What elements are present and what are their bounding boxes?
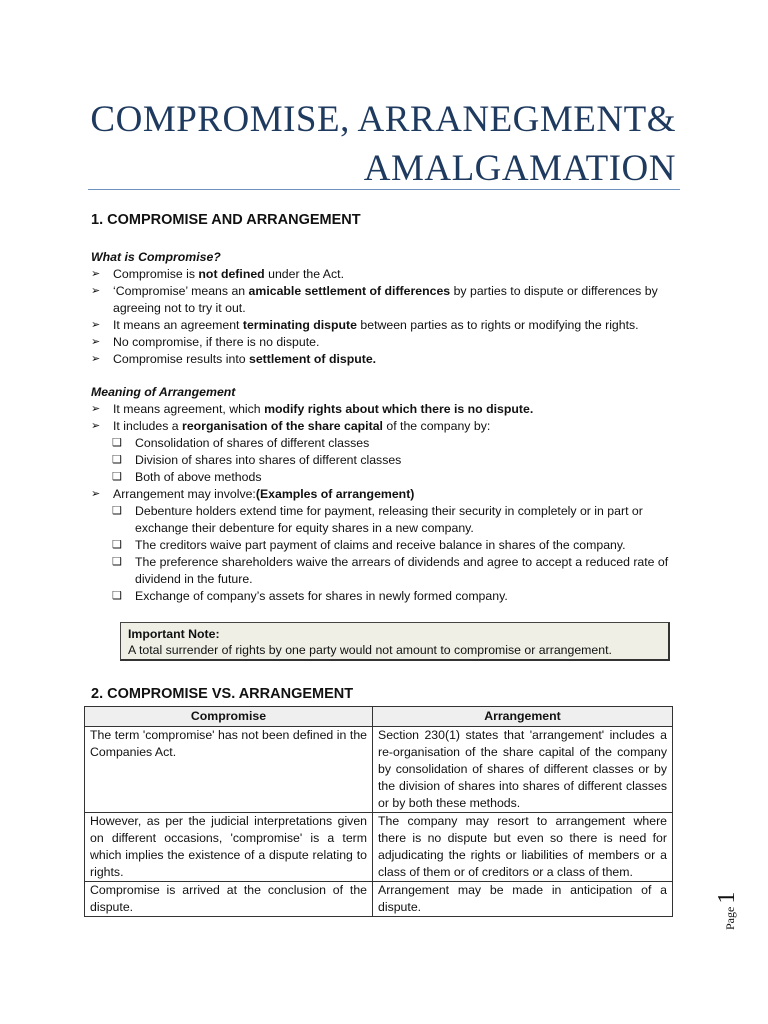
list-item: ➢ ‘Compromise’ means an amicable settlement of differences by parties to dispute or differences by agreeing not to try it out.: [91, 284, 658, 315]
title-line-1: COMPROMISE, ARRANEGMENT&: [90, 99, 676, 140]
arrow-bullet-icon: ➢: [91, 488, 101, 500]
arrangement-list: [91, 401, 681, 605]
list-item: ➢ It includes a reorganisation of the share capital of the company by:: [91, 419, 491, 433]
arrow-bullet-icon: ➢: [91, 353, 101, 365]
arrow-bullet-icon: ➢: [91, 403, 101, 415]
table-cell: Section 230(1) states that 'arrangement' includes a re-organisation of the share capital of the company by consolidation of shares of different classes or by the division of shares into shares of different classes or by both these methods.: [373, 727, 673, 813]
document-title: [90, 95, 676, 193]
sub-list-item: ❑ Both of above methods: [112, 470, 262, 484]
table-cell: Compromise is arrived at the conclusion of the dispute.: [85, 882, 373, 917]
arrow-bullet-icon: ➢: [91, 336, 101, 348]
table-row: [85, 813, 673, 882]
sub-list-item: ❑ The preference shareholders waive the arrears of dividends and agree to accept a reduced rate of dividend in the future.: [112, 555, 669, 586]
page-number: [714, 880, 738, 930]
important-note-text: A total surrender of rights by one party would not amount to compromise or arrangement.: [128, 643, 612, 657]
arrow-bullet-icon: ➢: [91, 319, 101, 331]
sub-list-item: ❑ Debenture holders extend time for payment, releasing their security in completely or in part or exchange their debenture for equity shares in a new company.: [112, 504, 643, 535]
arrow-bullet-icon: ➢: [91, 268, 101, 280]
list-item: ➢ Compromise is not defined under the Act.: [91, 267, 344, 281]
table-cell: The term 'compromise' has not been defined in the Companies Act.: [85, 727, 373, 813]
compromise-list: [91, 266, 681, 368]
sub-list-item: ❑ Consolidation of shares of different classes: [112, 436, 370, 450]
table-cell: The company may resort to arrangement where there is no dispute but even so there is need for adjudicating the rights or liabilities of members or a class of them or of creditors or a class of them.: [373, 813, 673, 882]
list-item: ➢ No compromise, if there is no dispute.: [91, 335, 320, 349]
what-is-compromise-heading: What is Compromise?: [91, 250, 221, 264]
sub-list-item: ❑ Division of shares into shares of different classes: [112, 453, 402, 467]
checkbox-bullet-icon: ❑: [112, 505, 122, 517]
table-row: [85, 882, 673, 917]
important-note-title: Important Note:: [128, 627, 220, 641]
column-header-arrangement: Arrangement: [373, 707, 673, 727]
important-note-box: [120, 622, 670, 661]
checkbox-bullet-icon: ❑: [112, 471, 122, 483]
checkbox-bullet-icon: ❑: [112, 454, 122, 466]
checkbox-bullet-icon: ❑: [112, 437, 122, 449]
sub-list-item: ❑ The creditors waive part payment of claims and receive balance in shares of the company.: [112, 538, 626, 552]
list-item: ➢ Compromise results into settlement of dispute.: [91, 352, 377, 366]
arrow-bullet-icon: ➢: [91, 420, 101, 432]
page-label: Page: [723, 906, 737, 930]
table-header-row: [85, 707, 673, 727]
checkbox-bullet-icon: ❑: [112, 539, 122, 551]
list-item: ➢ It means an agreement terminating dispute between parties as to rights or modifying the rights.: [91, 318, 639, 332]
table-cell: However, as per the judicial interpretations given on different occasions, 'compromise' is a term which implies the existence of a dispute relating to rights.: [85, 813, 373, 882]
sub-list-item: ❑ Exchange of company’s assets for shares in newly formed company.: [112, 589, 508, 603]
table-cell: Arrangement may be made in anticipation of a dispute.: [373, 882, 673, 917]
checkbox-bullet-icon: ❑: [112, 590, 122, 602]
page-number-value: 1: [714, 891, 740, 904]
meaning-of-arrangement-heading: Meaning of Arrangement: [91, 385, 236, 399]
comparison-table: [84, 706, 673, 917]
list-item: ➢ Arrangement may involve:(Examples of arrangement): [91, 487, 415, 501]
title-line-2: AMALGAMATION: [363, 148, 676, 189]
title-rule: [88, 189, 680, 190]
table-row: [85, 727, 673, 813]
list-item: ➢ It means agreement, which modify rights about which there is no dispute.: [91, 402, 534, 416]
column-header-compromise: Compromise: [85, 707, 373, 727]
section-2-heading: 2. COMPROMISE VS. ARRANGEMENT: [91, 686, 354, 702]
arrow-bullet-icon: ➢: [91, 285, 101, 297]
checkbox-bullet-icon: ❑: [112, 556, 122, 568]
section-1-heading: 1. COMPROMISE AND ARRANGEMENT: [91, 212, 361, 228]
